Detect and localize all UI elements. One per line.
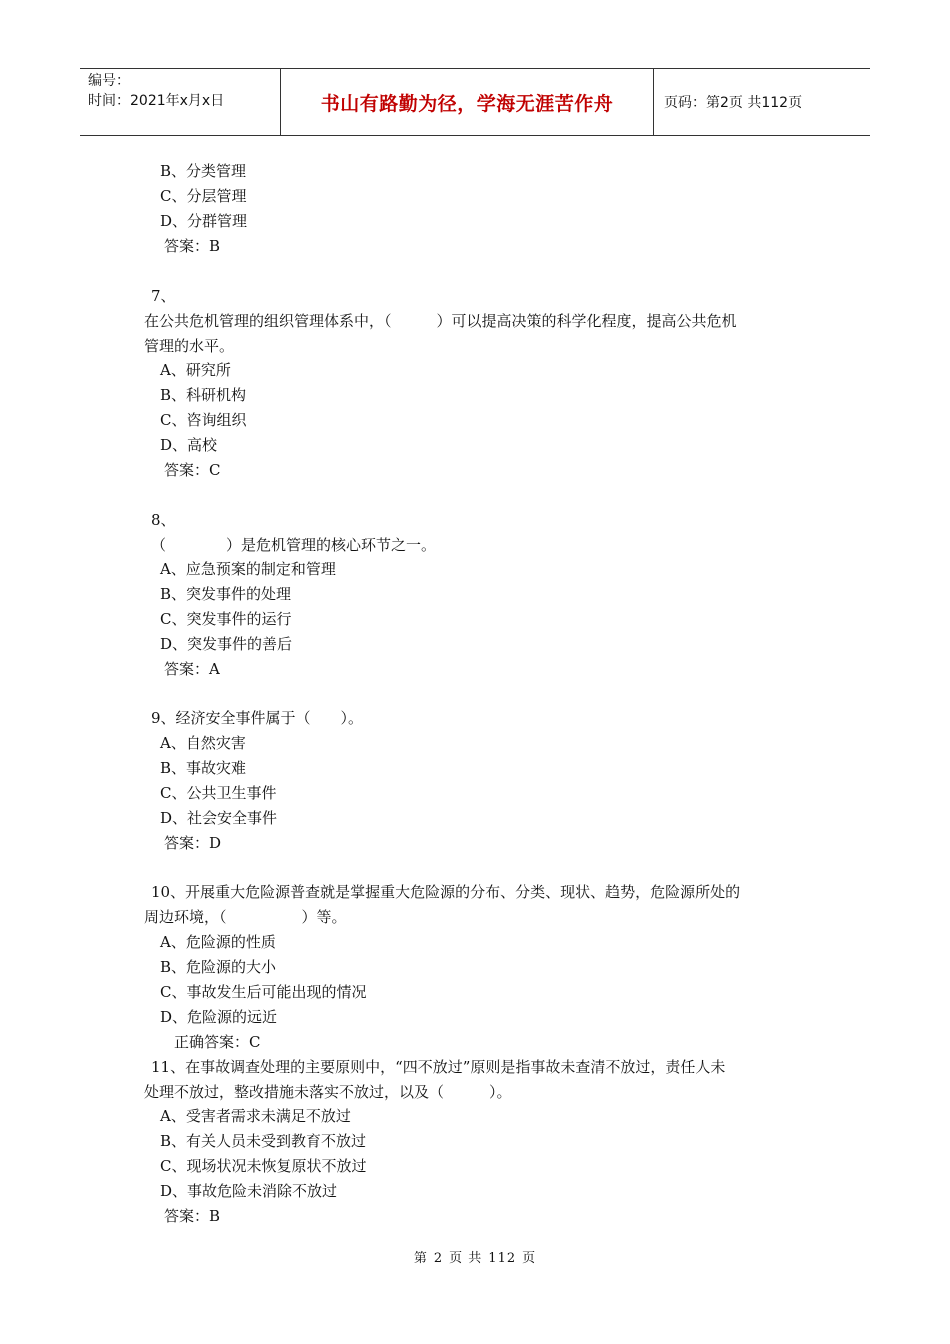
question-text: 9、经济安全事件属于（ ）。 [151, 709, 364, 727]
option-line: C、突发事件的运行 [160, 610, 292, 628]
page-footer [0, 1247, 950, 1266]
question-text: 处理不放过，整改措施未落实不放过，以及（ ）。 [144, 1083, 512, 1101]
footer-prefix: 第 [413, 1251, 428, 1266]
option-line: A、受害者需求未满足不放过 [160, 1107, 351, 1125]
option-line: D、分群管理 [160, 212, 248, 230]
header-page-info: 页码：第2页 共112页 [664, 95, 803, 111]
footer-page-number: 2 [433, 1251, 444, 1266]
question-text: 管理的水平。 [144, 337, 235, 355]
option-line: D、社会安全事件 [160, 809, 278, 827]
option-line: D、高校 [160, 436, 218, 454]
number-label: 编号： [88, 73, 130, 89]
answer-line: 答案：A [164, 660, 220, 678]
question-text: 10、开展重大危险源普查就是掌握重大危险源的分布、分类、现状、趋势，危险源所处的 [151, 883, 741, 901]
option-line: C、事故发生后可能出现的情况 [160, 983, 367, 1001]
option-line: C、分层管理 [160, 187, 247, 205]
question-number: 8、 [151, 511, 176, 529]
footer-suffix: 页 [522, 1251, 537, 1266]
option-line: A、自然灾害 [160, 734, 246, 752]
question-text: （ ）是危机管理的核心环节之一。 [151, 536, 437, 554]
option-line: C、现场状况未恢复原状不放过 [160, 1157, 367, 1175]
option-line: A、应急预案的制定和管理 [160, 560, 336, 578]
question-text: 11、在事故调查处理的主要原则中，“四不放过”原则是指事故未查清不放过，责任人未 [151, 1058, 726, 1076]
option-line: D、事故危险未消除不放过 [160, 1182, 338, 1200]
option-line: A、研究所 [160, 361, 231, 379]
answer-line: 答案：B [164, 1207, 221, 1225]
option-line: B、突发事件的处理 [160, 585, 292, 603]
document-header [80, 68, 870, 136]
answer-line: 答案：C [164, 461, 221, 479]
answer-line: 答案：D [164, 834, 222, 852]
option-line: A、危险源的性质 [160, 933, 276, 951]
header-motto: 书山有路勤为径，学海无涯苦作舟 [281, 69, 654, 135]
option-line: B、分类管理 [160, 162, 247, 180]
footer-total: 112 [488, 1251, 517, 1266]
option-line: B、有关人员未受到教育不放过 [160, 1132, 367, 1150]
answer-line: 正确答案：C [174, 1033, 261, 1051]
footer-mid: 页 共 [449, 1251, 483, 1266]
question-text: 周边环境，（ ）等。 [144, 908, 347, 926]
time-label: 时间：2021年x月x日 [88, 93, 225, 109]
option-line: D、突发事件的善后 [160, 635, 293, 653]
option-line: C、咨询组织 [160, 411, 247, 429]
option-line: B、科研机构 [160, 386, 247, 404]
header-meta-cell [80, 69, 281, 135]
question-text: 在公共危机管理的组织管理体系中，（ ）可以提高决策的科学化程度，提高公共危机 [144, 312, 737, 330]
option-line: B、事故灾难 [160, 759, 247, 777]
option-line: C、公共卫生事件 [160, 784, 277, 802]
option-line: B、危险源的大小 [160, 958, 277, 976]
answer-line: 答案：B [164, 237, 221, 255]
question-number: 7、 [151, 287, 176, 305]
option-line: D、危险源的远近 [160, 1008, 278, 1026]
